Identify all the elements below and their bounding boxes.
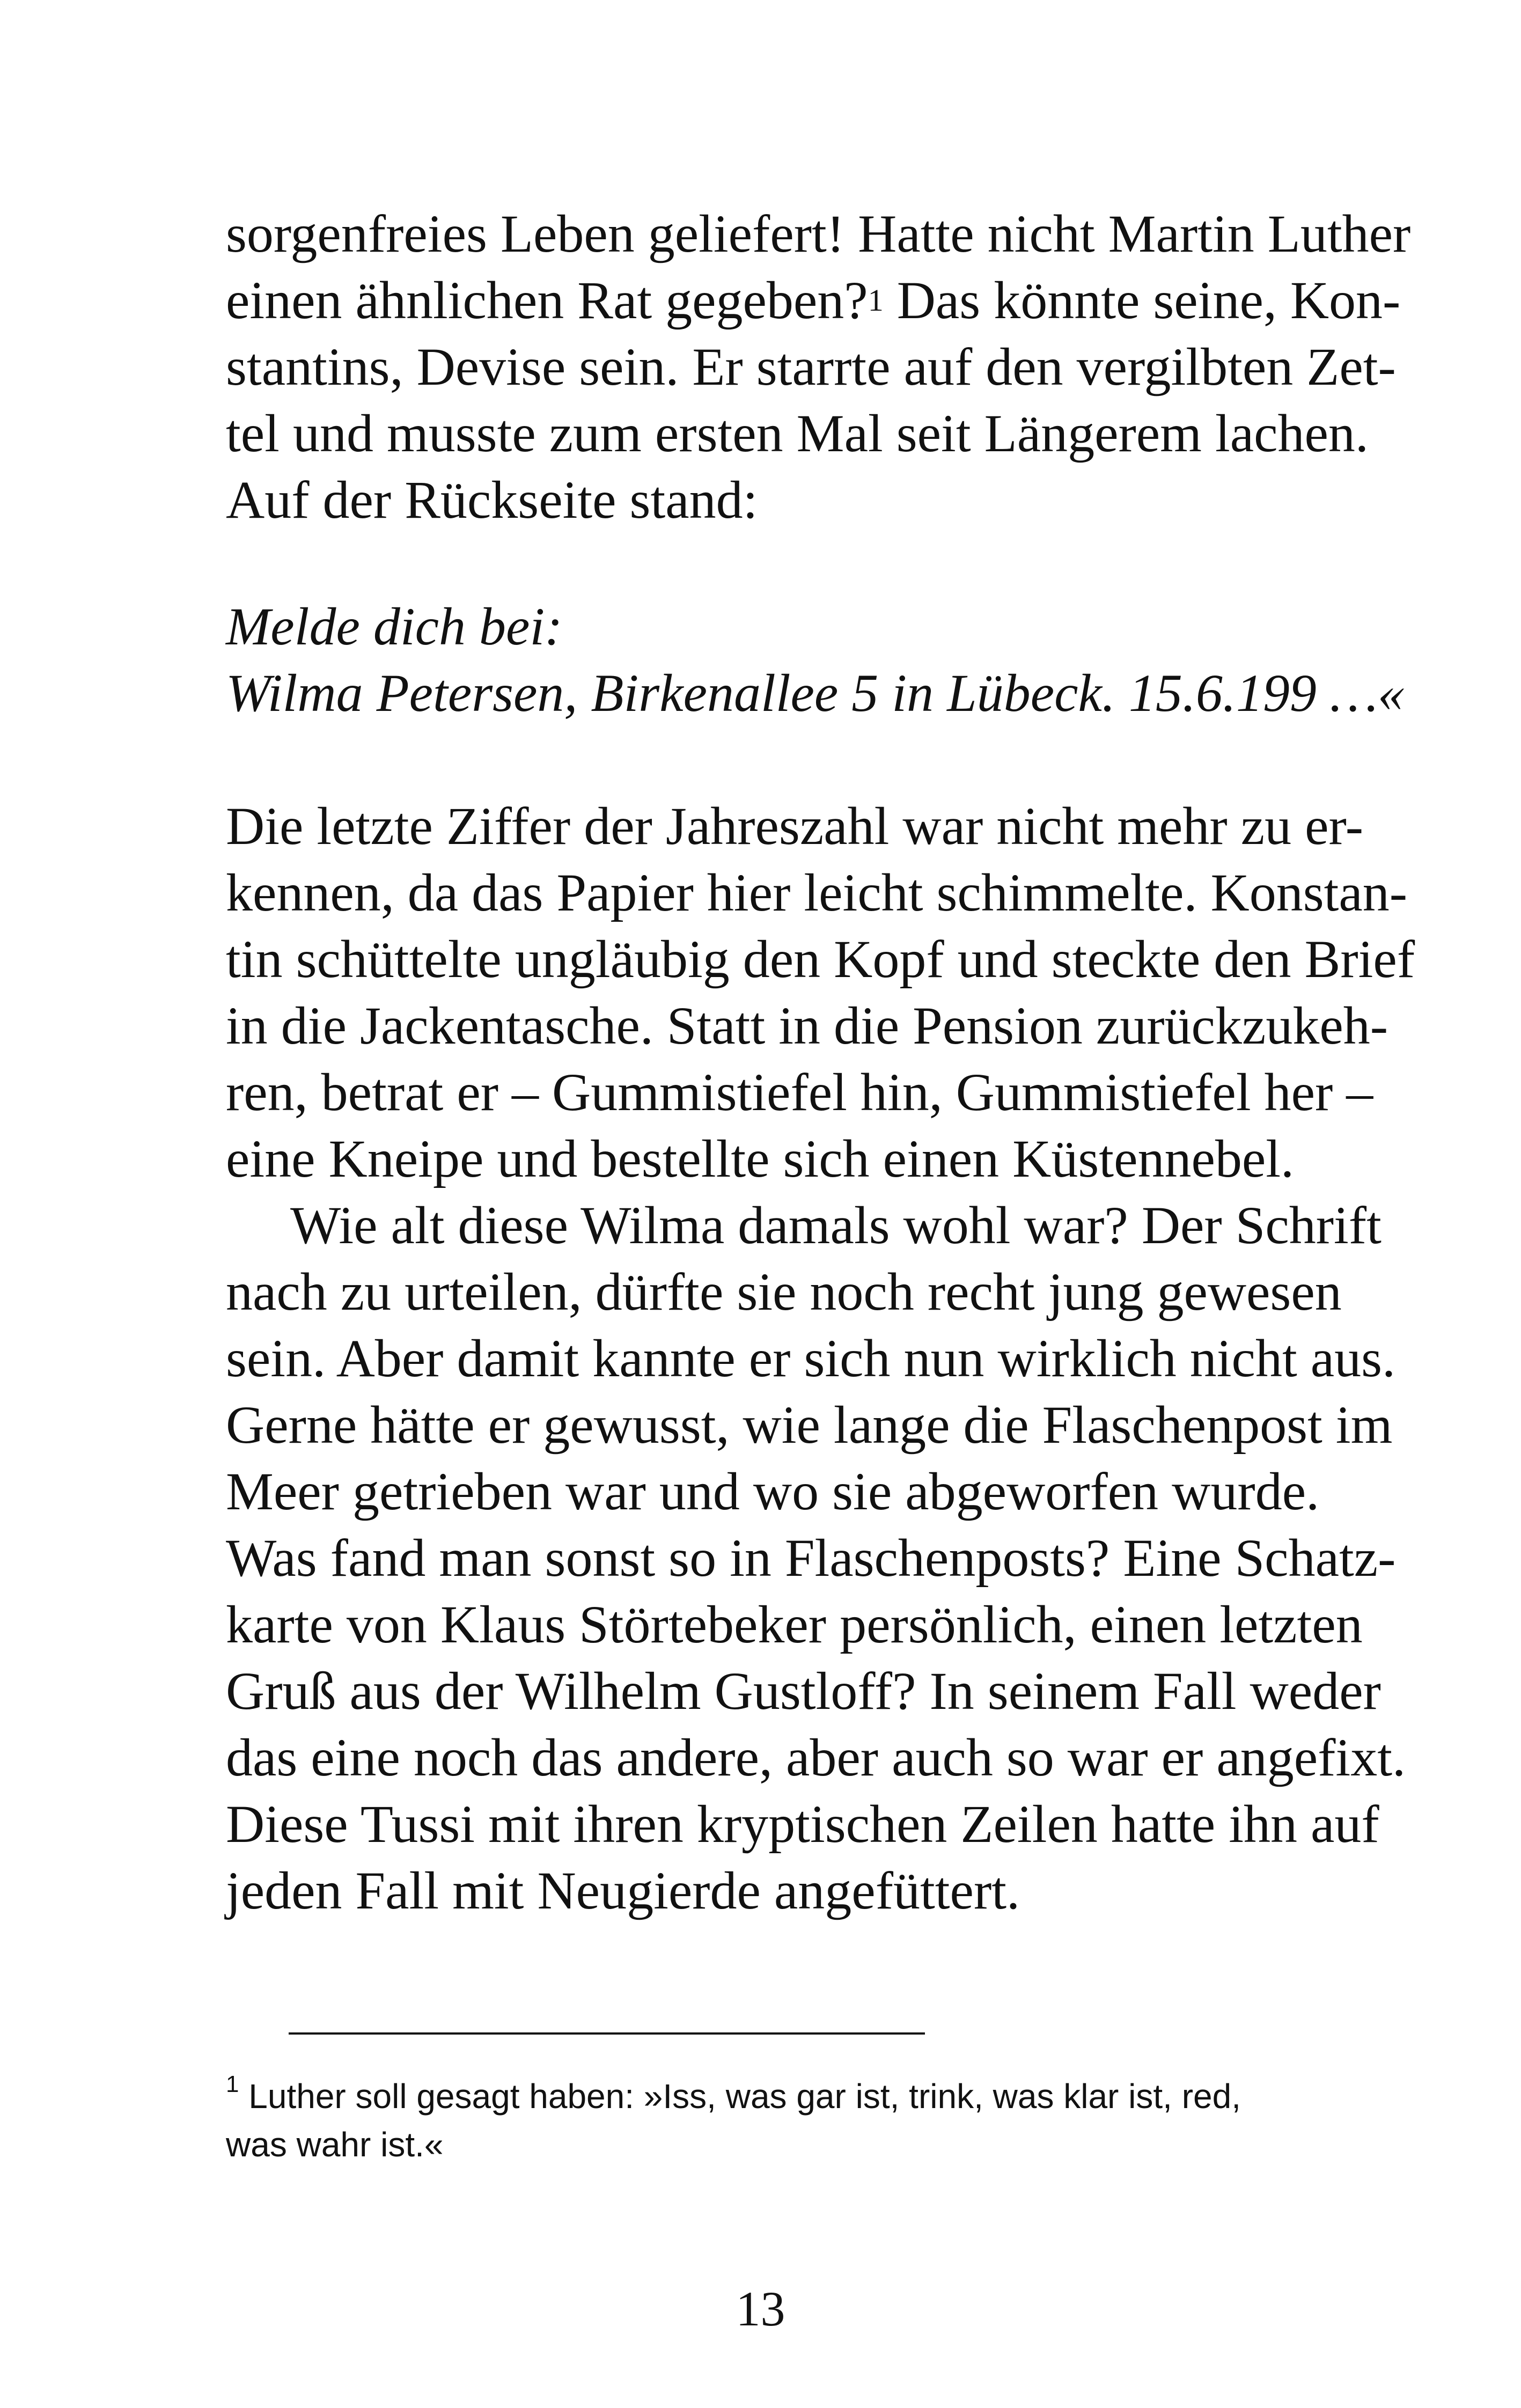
paragraph-3-line-8: Gruß aus der Wilhelm Gustloff? In seinem Fall weder (226, 1661, 1381, 1721)
paragraph-3-line-5: Meer getrieben war und wo sie abgeworfen wurde. (226, 1462, 1320, 1521)
paragraph-2-line-1: Die letzte Ziffer der Jahreszahl war nicht mehr zu er- (226, 796, 1364, 856)
footnote-reference[interactable]: 1 (868, 283, 884, 318)
page-number: 13 (736, 2281, 785, 2336)
paragraph-2-line-3: tin schüttelte ungläubig den Kopf und steckte den Brief (226, 929, 1415, 989)
paragraph-3-line-1: Wie alt diese Wilma damals wohl war? Der Schrift (290, 1195, 1382, 1255)
footnote-text: Luther soll gesagt haben: »Iss, was gar ist, trink, was klar ist, red, (239, 2077, 1241, 2116)
paragraph-1-line-1: sorgenfreies Leben geliefert! Hatte nicht Martin Luther (226, 204, 1411, 263)
text-segment: Das könnte seine, Kon- (883, 270, 1401, 330)
paragraph-2-line-4: in die Jackentasche. Statt in die Pension zurückzukeh- (226, 996, 1388, 1055)
paragraph-2-line-6: eine Kneipe und bestellte sich einen Küstennebel. (226, 1129, 1295, 1188)
paragraph-3-line-9: das eine noch das andere, aber auch so war er angefixt. (226, 1728, 1406, 1787)
paragraph-1-line-4: tel und musste zum ersten Mal seit Längerem lachen. (226, 403, 1369, 463)
footnote-line-2: was wahr ist.« (226, 2125, 444, 2164)
paragraph-1-line-3: stantins, Devise sein. Er starrte auf den vergilbten Zet- (226, 337, 1396, 397)
paragraph-1-line-5: Auf der Rückseite stand: (226, 470, 758, 530)
paragraph-1-line-2 (226, 267, 1401, 334)
paragraph-2-line-2: kennen, da das Papier hier leicht schimmelte. Konstan- (226, 863, 1408, 922)
note-line-1: Melde dich bei: (226, 597, 563, 656)
paragraph-3-line-7: karte von Klaus Störtebeker persönlich, einen letzten (226, 1595, 1363, 1654)
paragraph-3-line-11: jeden Fall mit Neugierde angefüttert. (226, 1861, 1020, 1920)
paragraph-3-line-6: Was fand man sonst so in Flaschenposts? Eine Schatz- (226, 1528, 1396, 1588)
paragraph-3-line-3: sein. Aber damit kannte er sich nun wirklich nicht aus. (226, 1328, 1396, 1388)
footnote-separator (289, 2032, 925, 2035)
paragraph-2-line-5: ren, betrat er – Gummistiefel hin, Gummistiefel her – (226, 1062, 1373, 1122)
note-line-2: Wilma Petersen, Birkenallee 5 in Lübeck. 15.6.199 …« (226, 663, 1405, 723)
paragraph-3-line-10: Diese Tussi mit ihren kryptischen Zeilen hatte ihn auf (226, 1794, 1379, 1854)
text-segment: einen ähnlichen Rat gegeben? (226, 270, 868, 330)
footnote-line-1 (226, 2072, 1317, 2120)
paragraph-3-line-2: nach zu urteilen, dürfte sie noch recht jung gewesen (226, 1262, 1342, 1322)
footnote-marker: 1 (226, 2071, 239, 2097)
paragraph-3-line-4: Gerne hätte er gewusst, wie lange die Flaschenpost im (226, 1395, 1393, 1455)
